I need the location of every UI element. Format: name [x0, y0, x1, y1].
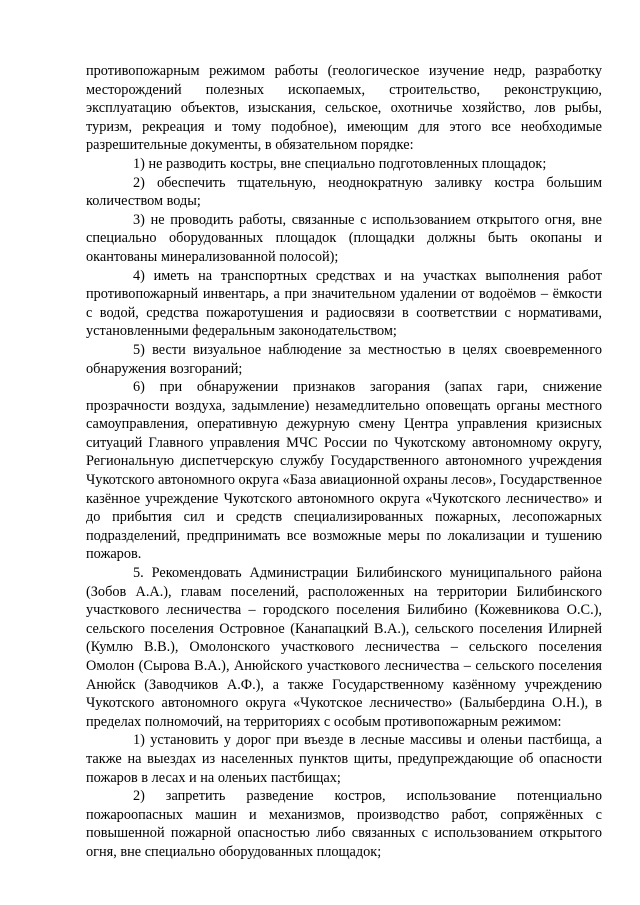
paragraph-item-1: 1) не разводить костры, вне специально подготовленных площадок; — [133, 155, 547, 172]
paragraph-section-5: 5. Рекомендовать Администрации Билибинского муниципального района (Зобов А.А.), главам поселений, расположенных на территории Билибинского участкового лесничества – городского поселения Билибино (Кожевникова О.С.), сельского поселения Островное (Канапацкий В.А.), сельского поселения Илирней (Кумлю В.В.), Омолонского участкового лесничества – сельского поселения Омолон (Сырова В.А.), Анюйского участкового лесничества – сельского поселения Анюйск (Заводчиков А.Ф.), а также Государственному казённому учреждению Чукотского автономного округа «Чукотское лесничество» (Балыбердина О.Н.), в пределах полномочий, на территориях с особым противопожарным режимом: — [86, 565, 602, 730]
paragraph-item-2: 2) обеспечить тщательную, неоднократную заливку костра большим количеством воды; — [86, 174, 602, 210]
paragraph-section-5-item-1: 1) установить у дорог при въезде в лесные массивы и оленьи пастбища, а также на выездах из населенных пунктов щиты, предупреждающие об опасности пожаров в лесах и на оленьих пастбищах; — [86, 732, 602, 786]
document-page — [86, 62, 602, 862]
paragraph-item-5: 5) вести визуальное наблюдение за местностью в целях своевременного обнаружения возгораний; — [86, 341, 602, 377]
paragraph-item-6: 6) при обнаружении признаков загорания (запах гари, снижение прозрачности воздуха, задымление) незамедлительно оповещать органы местного самоуправления, оперативную дежурную смену Центра управления кризисных ситуаций Главного управления МЧС России по Чукотскому автономному округу, Региональную диспетчерскую службу Государственного автономного учреждения Чукотского автономного округа «База авиационной охраны лесов», Государственное казённое учреждение Чукотского автономного округа «Чукотского лесничество» и до прибытия сил и средств специализированных пожарных, лесопожарных подразделений, предпринимать все возможные меры по локализации и тушению пожаров. — [86, 379, 602, 563]
paragraph-continuation: противопожарным режимом работы (геологическое изучение недр, разработку месторождений полезных ископаемых, строительство, реконструкцию, эксплуатацию объектов, изыскания, сельское, охотничье хозяйство, лов рыбы, туризм, рекреация и тому подобное), имеющим для этого все необходимые разрешительные документы, в обязательном порядке: — [86, 63, 602, 154]
paragraph-item-4: 4) иметь на транспортных средствах и на участках выполнения работ противопожарный инвентарь, а при значительном удалении от водоёмов – ёмкости с водой, средства пожаротушения и радиосвязи в соответствии с нормативами, установленными федеральным законодательством; — [86, 267, 602, 340]
paragraph-item-3: 3) не проводить работы, связанные с использованием открытого огня, вне специально оборудованных площадок (площадки должны быть окопаны и окантованы минерализованной полосой); — [86, 211, 602, 265]
paragraph-section-5-item-2: 2) запретить разведение костров, использование потенциально пожароопасных машин и механизмов, производство работ, сопряжённых с повышенной пожарной опасностью либо связанных с использованием открытого огня, вне специально оборудованных площадок; — [86, 788, 602, 860]
